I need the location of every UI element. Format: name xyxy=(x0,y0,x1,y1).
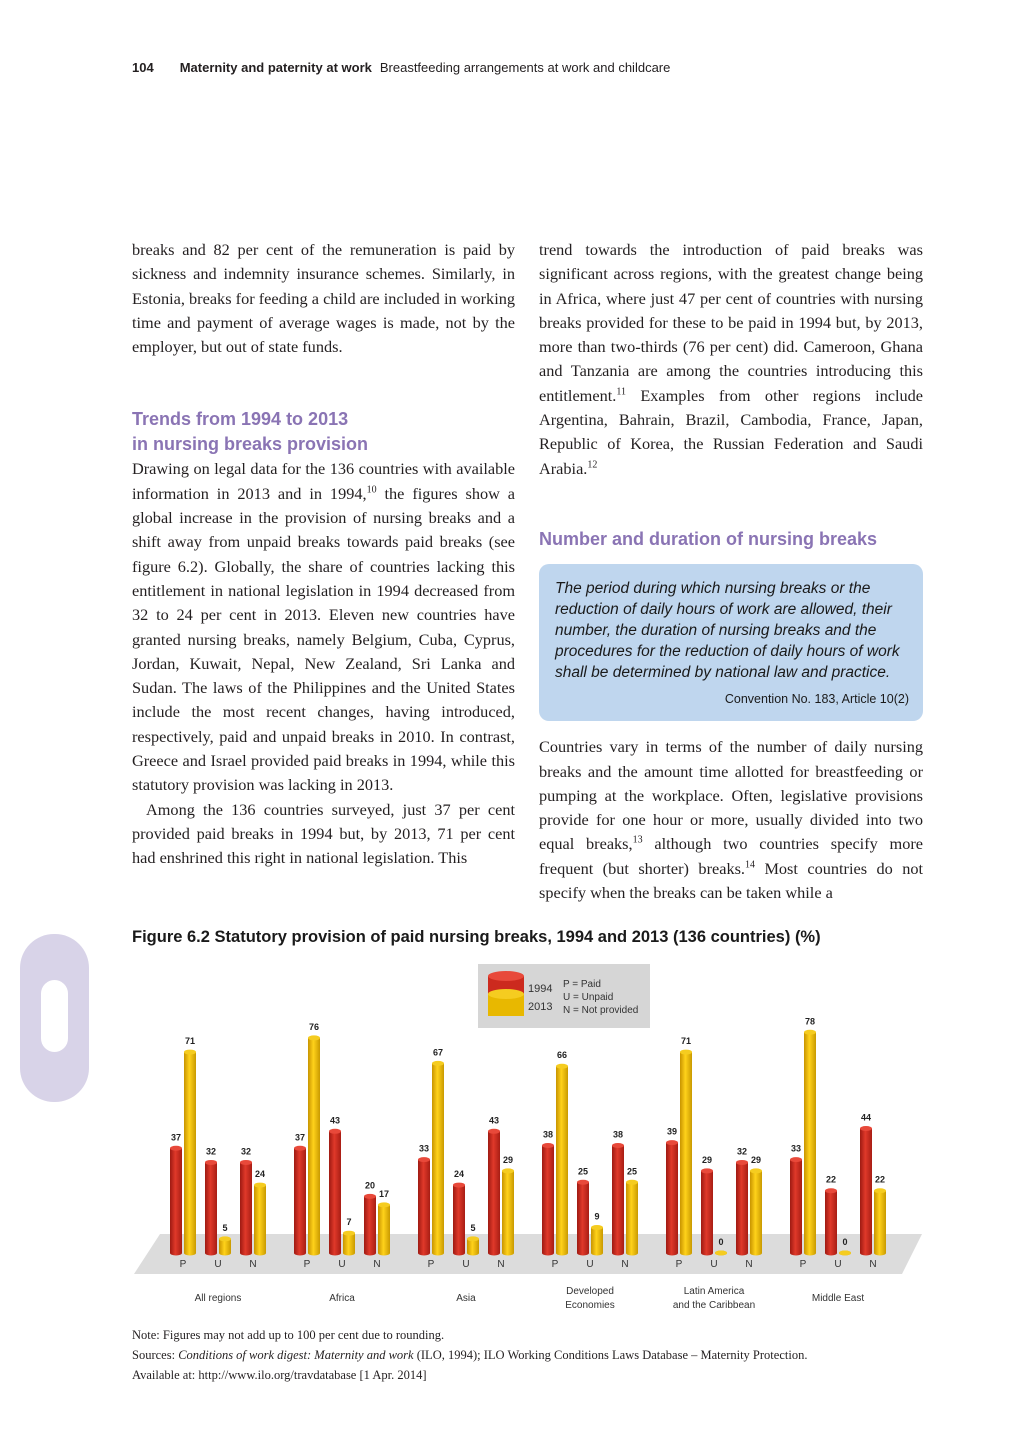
bar-1994-U-top xyxy=(577,1180,589,1185)
subcategory-tick-label: P xyxy=(799,1259,807,1270)
bar-2013-P-base xyxy=(556,1251,568,1256)
bar-2013-N-value-label: 24 xyxy=(254,1169,266,1180)
bar-2013-P-value-label: 66 xyxy=(556,1050,568,1061)
bar-1994-P-top xyxy=(170,1146,182,1151)
bar-1994-P-base xyxy=(418,1251,430,1256)
bar-1994-N-value-label: 32 xyxy=(240,1146,252,1157)
bar-1994-P-top xyxy=(666,1140,678,1145)
subcategory-tick-label: P xyxy=(179,1259,187,1270)
footnote-ref[interactable]: 14 xyxy=(745,859,755,871)
bar-1994-U-base xyxy=(825,1251,837,1256)
bar-1994-P-base xyxy=(170,1251,182,1256)
bar-1994-U-bar xyxy=(205,1162,217,1253)
bar-1994-U-value-label: 32 xyxy=(205,1146,217,1157)
bar-2013-U-base xyxy=(467,1251,479,1256)
bar-1994-P-bar xyxy=(170,1148,182,1253)
figure-title: Figure 6.2 Statutory provision of paid nursing breaks, 1994 and 2013 (136 countries) (%) xyxy=(132,928,821,946)
bar-1994-U-bar xyxy=(701,1171,713,1253)
convention-quote-box xyxy=(539,564,923,721)
bar-1994-N-value-label: 44 xyxy=(860,1112,872,1123)
running-header xyxy=(132,60,932,75)
bar-2013-P-top xyxy=(680,1050,692,1055)
nursing-breaks-chart xyxy=(130,962,925,1320)
bar-2013-U-bar xyxy=(343,1233,355,1253)
bar-2013-P-base xyxy=(184,1251,196,1256)
group-label: Economies xyxy=(565,1300,615,1311)
bar-1994-N-top xyxy=(240,1160,252,1165)
bar-2013-U-value-label: 0 xyxy=(842,1237,848,1247)
subcategory-tick-label: U xyxy=(834,1259,842,1270)
bar-2013-U-top xyxy=(839,1251,851,1256)
legend-label-2013: 2013 xyxy=(528,1001,553,1013)
bar-1994-N-bar xyxy=(736,1162,748,1253)
bar-1994-U-value-label: 24 xyxy=(453,1169,465,1180)
bar-2013-P-value-label: 71 xyxy=(184,1036,196,1047)
subcategory-tick-label: U xyxy=(586,1259,594,1270)
bar-1994-P-base xyxy=(666,1251,678,1256)
legend-key-paid: P = Paid xyxy=(563,979,601,990)
bar-1994-P-bar xyxy=(542,1145,554,1253)
bar-2013-N-top xyxy=(874,1188,886,1193)
bar-1994-U-base xyxy=(701,1251,713,1256)
bar-1994-U-top xyxy=(453,1183,465,1188)
bar-1994-N-bar xyxy=(860,1128,872,1253)
bar-2013-P-base xyxy=(804,1251,816,1256)
group-label: Developed xyxy=(566,1286,614,1297)
chapter-tab-cutout xyxy=(41,980,68,1052)
bar-1994-U-top xyxy=(329,1129,341,1134)
subcategory-tick-label: N xyxy=(249,1259,257,1270)
bar-1994-P-top xyxy=(294,1146,306,1151)
bar-2013-N-bar xyxy=(378,1205,390,1253)
bar-1994-N-top xyxy=(488,1129,500,1134)
bar-2013-P-bar xyxy=(184,1052,196,1253)
bar-2013-P-base xyxy=(308,1251,320,1256)
bar-1994-P-top xyxy=(418,1157,430,1162)
bar-1994-U-base xyxy=(577,1251,589,1256)
bar-2013-N-value-label: 17 xyxy=(378,1188,390,1199)
bar-2013-N-value-label: 29 xyxy=(502,1154,514,1165)
bar-2013-N-bar xyxy=(874,1191,886,1253)
bar-1994-P-value-label: 33 xyxy=(418,1143,430,1154)
bar-1994-P-base xyxy=(294,1251,306,1256)
bar-2013-P-top xyxy=(804,1030,816,1035)
chapter-tab xyxy=(20,934,89,1102)
bar-1994-P-top xyxy=(790,1157,802,1162)
header-section-title: Maternity and paternity at work xyxy=(179,60,372,75)
bar-2013-U-top xyxy=(219,1236,231,1241)
bar-1994-N-top xyxy=(364,1194,376,1199)
group-label: Latin America xyxy=(683,1286,745,1297)
bar-1994-U-top xyxy=(701,1168,713,1173)
bar-1994-U-base xyxy=(329,1251,341,1256)
bar-2013-N-top xyxy=(378,1202,390,1207)
bar-2013-N-base xyxy=(626,1251,638,1256)
bar-1994-U-base xyxy=(205,1251,217,1256)
bar-2013-N-top xyxy=(750,1168,762,1173)
bar-2013-U-bar xyxy=(591,1228,603,1253)
legend-key-not-provided: N = Not provided xyxy=(563,1005,639,1016)
bar-1994-P-value-label: 37 xyxy=(294,1132,306,1143)
subcategory-tick-label: P xyxy=(427,1259,435,1270)
source-title: Conditions of work digest: Maternity and work xyxy=(178,1348,414,1362)
section-heading-number-duration: Number and duration of nursing breaks xyxy=(539,528,878,549)
bar-1994-N-base xyxy=(240,1251,252,1256)
text-run: Examples from other regions include Argentina, Bahrain, Brazil, Cambodia, France, Japan, Republic of Korea, the Russian Federation and Saudi Arabia. xyxy=(539,385,923,478)
subcategory-tick-label: N xyxy=(373,1259,381,1270)
bar-2013-U-top xyxy=(591,1225,603,1230)
bar-1994-U-bar xyxy=(577,1182,589,1253)
text-run: (ILO, 1994); ILO Working Conditions Laws Database – Maternity Protection. xyxy=(413,1348,808,1362)
bar-2013-U-base xyxy=(343,1251,355,1256)
bar-1994-N-base xyxy=(612,1251,624,1256)
bar-1994-N-bar xyxy=(240,1162,252,1253)
bar-1994-N-value-label: 43 xyxy=(488,1115,500,1126)
subcategory-tick-label: N xyxy=(497,1259,505,1270)
subcategory-tick-label: N xyxy=(621,1259,629,1270)
availability-line: Available at: http://www.ilo.org/travdatabase [1 Apr. 2014] xyxy=(132,1368,427,1382)
legend-swatch-1994-top xyxy=(488,971,524,981)
bar-2013-U-top xyxy=(715,1251,727,1256)
bar-1994-N-base xyxy=(860,1251,872,1256)
bar-1994-P-bar xyxy=(418,1160,430,1253)
footnote-ref[interactable]: 13 xyxy=(632,835,643,847)
bar-2013-P-bar xyxy=(804,1032,816,1253)
bar-1994-N-top xyxy=(612,1143,624,1148)
left-para-1: breaks and 82 per cent of the remuneration is paid by sickness and indemnity insurance schemes. Similarly, in Estonia, breaks for feeding a child are included in working time and payment of average wages is made, not by the employer, but out of state funds. xyxy=(132,240,515,357)
text-run: Drawing on legal data for the 136 countries with available information in 2013 and in 1994, xyxy=(132,459,515,503)
bar-1994-U-bar xyxy=(329,1131,341,1253)
bar-1994-N-value-label: 32 xyxy=(736,1146,748,1157)
bar-1994-P-value-label: 38 xyxy=(542,1129,554,1140)
bar-1994-P-value-label: 37 xyxy=(170,1132,182,1143)
right-column xyxy=(539,238,923,905)
bar-2013-P-value-label: 78 xyxy=(804,1016,816,1027)
bar-2013-U-value-label: 9 xyxy=(594,1211,600,1222)
bar-2013-N-top xyxy=(254,1183,266,1188)
text-run: Most countries do not specify when the breaks can be taken while a xyxy=(539,858,924,903)
bar-1994-N-bar xyxy=(488,1131,500,1253)
legend-label-1994: 1994 xyxy=(528,983,553,995)
bar-2013-U-top xyxy=(467,1236,479,1241)
chart-legend xyxy=(478,964,650,1028)
bar-2013-U-top xyxy=(343,1231,355,1236)
bar-2013-N-base xyxy=(254,1251,266,1256)
subcategory-tick-label: U xyxy=(214,1259,222,1270)
bar-1994-N-value-label: 38 xyxy=(612,1129,624,1140)
bar-2013-U-value-label: 0 xyxy=(718,1237,724,1247)
bar-1994-N-top xyxy=(860,1126,872,1131)
bar-1994-P-base xyxy=(790,1251,802,1256)
group-label: and the Caribbean xyxy=(672,1300,756,1311)
bar-2013-N-value-label: 29 xyxy=(750,1154,762,1165)
group-label: Middle East xyxy=(811,1293,865,1304)
bar-2013-N-value-label: 22 xyxy=(874,1174,886,1185)
footnote-ref[interactable]: 11 xyxy=(616,386,626,398)
subcategory-tick-label: U xyxy=(710,1259,718,1270)
bar-2013-U-value-label: 5 xyxy=(470,1222,476,1233)
bar-2013-N-value-label: 25 xyxy=(626,1166,638,1177)
heading-line-1: Trends from 1994 to 2013 xyxy=(132,409,349,430)
bar-2013-P-top xyxy=(308,1035,320,1040)
bar-2013-P-top xyxy=(184,1050,196,1055)
right-para-1 xyxy=(539,238,923,481)
bar-1994-U-bar xyxy=(825,1191,837,1253)
footnote-ref[interactable]: 10 xyxy=(366,484,377,496)
page-number: 104 xyxy=(132,60,154,75)
bar-2013-N-base xyxy=(750,1251,762,1256)
subcategory-tick-label: N xyxy=(745,1259,753,1270)
bar-1994-U-value-label: 22 xyxy=(825,1174,837,1185)
subcategory-tick-label: P xyxy=(303,1259,311,1270)
bar-1994-U-top xyxy=(205,1160,217,1165)
heading-line-2: in nursing breaks provision xyxy=(132,434,369,455)
sources-line xyxy=(132,1345,932,1365)
bar-2013-P-base xyxy=(680,1251,692,1256)
bar-1994-U-bar xyxy=(453,1185,465,1253)
bar-2013-N-top xyxy=(626,1180,638,1185)
group-label: All regions xyxy=(194,1293,242,1304)
bar-2013-N-bar xyxy=(254,1185,266,1253)
quote-text: The period during which nursing breaks or the reduction of daily hours of work are allowed, their number, the duration of nursing breaks and the procedures for the reduction of daily hours of work shall be determined by national law and practice. xyxy=(555,579,900,681)
right-para-2 xyxy=(539,735,923,905)
bar-1994-P-bar xyxy=(666,1143,678,1253)
bar-2013-P-bar xyxy=(680,1052,692,1253)
bar-1994-N-value-label: 20 xyxy=(364,1180,376,1191)
footnote-ref[interactable]: 12 xyxy=(587,459,598,471)
bar-1994-U-value-label: 43 xyxy=(329,1115,341,1126)
bar-1994-P-value-label: 33 xyxy=(790,1143,802,1154)
bar-1994-P-bar xyxy=(294,1148,306,1253)
bar-2013-N-top xyxy=(502,1168,514,1173)
text-run: Sources: xyxy=(132,1348,179,1362)
bar-2013-P-bar xyxy=(556,1066,568,1253)
left-para-2 xyxy=(132,457,515,797)
bar-1994-N-base xyxy=(364,1251,376,1256)
legend-key-unpaid: U = Unpaid xyxy=(563,992,614,1003)
section-heading-trends xyxy=(132,407,515,457)
bar-2013-P-value-label: 76 xyxy=(308,1021,320,1032)
text-run: trend towards the introduction of paid breaks was significant across regions, with the greatest change being in Africa, where just 47 per cent of countries with nursing breaks provided for these to be paid in 1994 but, by 2013, more than two-thirds (76 per cent) did. Cameroon, Ghana and Tanzania are among the countries introducing this entitlement. xyxy=(539,240,923,405)
bar-2013-U-value-label: 7 xyxy=(346,1217,352,1228)
bar-1994-N-bar xyxy=(612,1145,624,1253)
bar-2013-P-bar xyxy=(308,1038,320,1253)
subcategory-tick-label: U xyxy=(462,1259,470,1270)
bar-1994-N-base xyxy=(488,1251,500,1256)
bar-2013-N-base xyxy=(502,1251,514,1256)
bar-2013-P-value-label: 67 xyxy=(432,1047,444,1058)
left-column xyxy=(132,238,515,871)
subcategory-tick-label: P xyxy=(551,1259,559,1270)
bar-2013-N-bar xyxy=(750,1171,762,1253)
bar-2013-P-bar xyxy=(432,1063,444,1253)
header-subsection: Breastfeeding arrangements at work and childcare xyxy=(379,60,671,75)
legend-swatch-2013-top xyxy=(488,989,524,999)
bar-2013-U-base xyxy=(219,1251,231,1256)
bar-2013-P-top xyxy=(432,1061,444,1066)
subcategory-tick-label: P xyxy=(675,1259,683,1270)
group-label: Asia xyxy=(456,1293,476,1304)
text-run: the figures show a global increase in the provision of nursing breaks and a shift away from unpaid breaks towards paid breaks (see figure 6.2). Globally, the share of countries lacking this entitlement in national legislation in 1994 decreased from 32 to 24 per cent in 2013. Eleven new countries have granted nursing breaks, namely Belgium, Cuba, Cyprus, Jordan, Kuwait, Nepal, New Zealand, Sri Lanka and Sudan. The laws of the Philippines and the United States include the most recent changes, having introduced, respectively, paid and unpaid breaks in 2010. In contrast, Greece and Israel provided paid breaks in 1994, while this statutory provision was lacking in 2013. xyxy=(132,483,516,795)
text-run: although two countries specify more frequent (but shorter) breaks. xyxy=(539,834,923,878)
bar-1994-N-bar xyxy=(364,1196,376,1253)
bar-2013-N-bar xyxy=(502,1171,514,1253)
bar-2013-N-base xyxy=(378,1251,390,1256)
left-para-3: Among the 136 countries surveyed, just 37 per cent provided paid breaks in 1994 but, by 2013, 71 per cent had enshrined this right in national legislation. This xyxy=(132,799,515,868)
bar-1994-U-value-label: 29 xyxy=(701,1154,713,1165)
bar-2013-P-value-label: 71 xyxy=(680,1036,692,1047)
group-label: Africa xyxy=(329,1293,355,1304)
subcategory-tick-label: N xyxy=(869,1259,877,1270)
bar-1994-P-base xyxy=(542,1251,554,1256)
bar-1994-U-base xyxy=(453,1251,465,1256)
bar-1994-U-value-label: 25 xyxy=(577,1166,589,1177)
figure-notes xyxy=(132,1325,932,1385)
bar-2013-N-base xyxy=(874,1251,886,1256)
text-run: Countries vary in terms of the number of daily nursing breaks and the amount time allotted for breastfeeding or pumping at the workplace. Often, legislative provisions provide for one hour or more, usually divided into two equal breaks, xyxy=(539,737,923,854)
bar-1994-P-bar xyxy=(790,1160,802,1253)
bar-2013-P-base xyxy=(432,1251,444,1256)
quote-source: Convention No. 183, Article 10(2) xyxy=(724,691,909,706)
bar-2013-U-base xyxy=(591,1251,603,1256)
bar-1994-P-top xyxy=(542,1143,554,1148)
bar-1994-N-base xyxy=(736,1251,748,1256)
bar-2013-N-bar xyxy=(626,1182,638,1253)
bar-2013-P-top xyxy=(556,1064,568,1069)
bar-1994-U-top xyxy=(825,1188,837,1193)
subcategory-tick-label: U xyxy=(338,1259,346,1270)
bar-2013-U-value-label: 5 xyxy=(222,1222,228,1233)
bar-1994-N-top xyxy=(736,1160,748,1165)
bar-1994-P-value-label: 39 xyxy=(666,1126,678,1137)
note-line: Note: Figures may not add up to 100 per cent due to rounding. xyxy=(132,1328,445,1342)
